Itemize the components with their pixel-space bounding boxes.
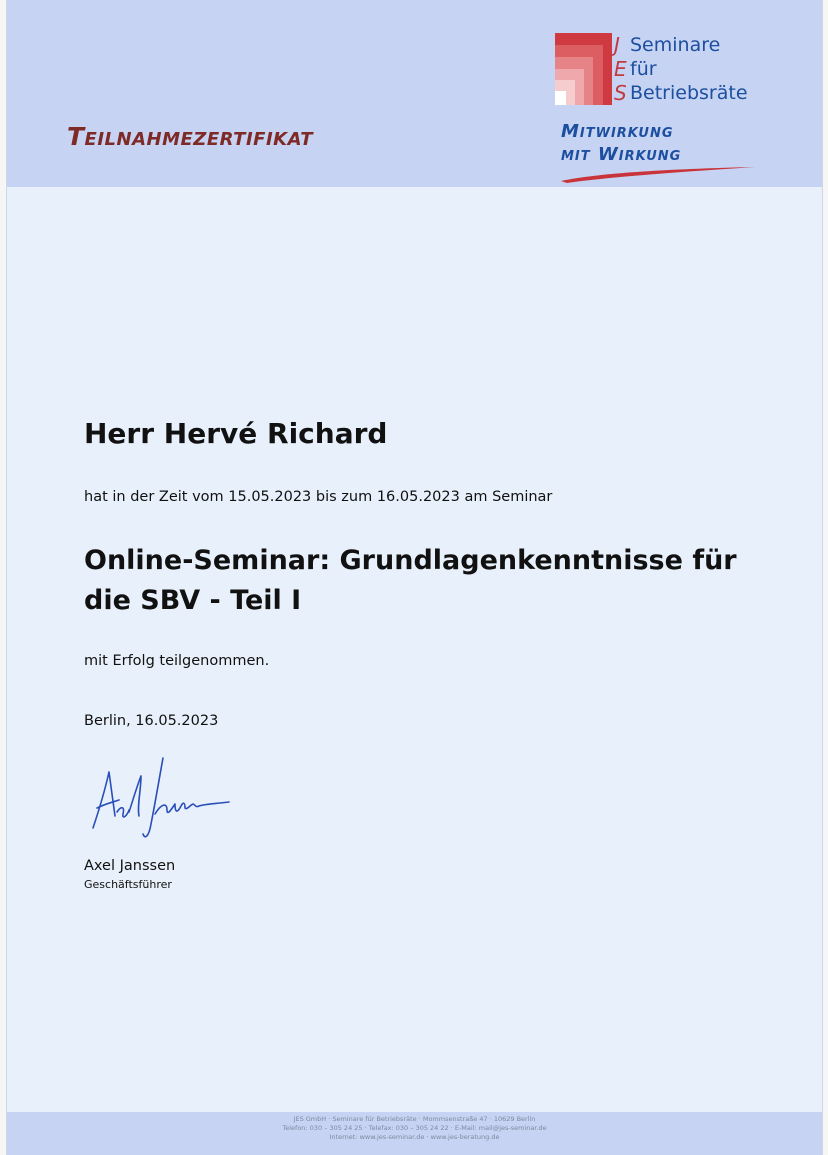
certificate-page	[6, 0, 823, 1155]
logo-letter: J	[614, 33, 620, 57]
handwritten-signature	[89, 750, 239, 846]
logo-slogan	[561, 120, 681, 166]
logo-word: für	[630, 58, 657, 80]
signer-role: Geschäftsführer	[84, 878, 172, 891]
participant-name: Herr Hervé Richard	[84, 417, 388, 450]
jes-logo	[555, 33, 755, 183]
footer-internet: Internet: www.jes-seminar.de · www.jes-beratung.de	[329, 1133, 500, 1141]
logo-letter: E	[614, 57, 627, 81]
logo-word: Seminare	[630, 34, 721, 56]
place-date: Berlin, 16.05.2023	[84, 713, 219, 729]
logo-word: Betriebsräte	[630, 82, 748, 104]
logo-swoosh-icon	[559, 163, 755, 183]
logo-words	[630, 33, 748, 105]
seminar-title: Online-Seminar: Grundlagenkenntnisse für die SBV - Teil I	[84, 545, 737, 616]
result-text: mit Erfolg teilgenommen.	[84, 653, 270, 669]
logo-nested-squares-icon	[555, 33, 612, 105]
logo-slogan-line: mit Wirkung	[561, 144, 682, 165]
footer-address: JES GmbH · Seminare für Betriebsräte · Mommsenstraße 47 · 10629 Berlin	[293, 1115, 536, 1123]
logo-slogan-line: Mitwirkung	[561, 121, 674, 142]
certificate-title: Teilnahmezertifikat	[67, 122, 314, 151]
logo-letter: S	[614, 81, 627, 105]
footer-band	[7, 1112, 822, 1155]
attendance-intro: hat in der Zeit vom 15.05.2023 bis zum 16.05.2023 am Seminar	[84, 489, 553, 505]
logo-letters	[614, 33, 628, 105]
footer-contact: Telefon: 030 – 305 24 25 · Telefax: 030 – 305 24 22 · E-Mail: mail@jes-seminar.de	[282, 1124, 547, 1132]
signer-name: Axel Janssen	[84, 858, 176, 874]
header-band	[7, 0, 822, 187]
